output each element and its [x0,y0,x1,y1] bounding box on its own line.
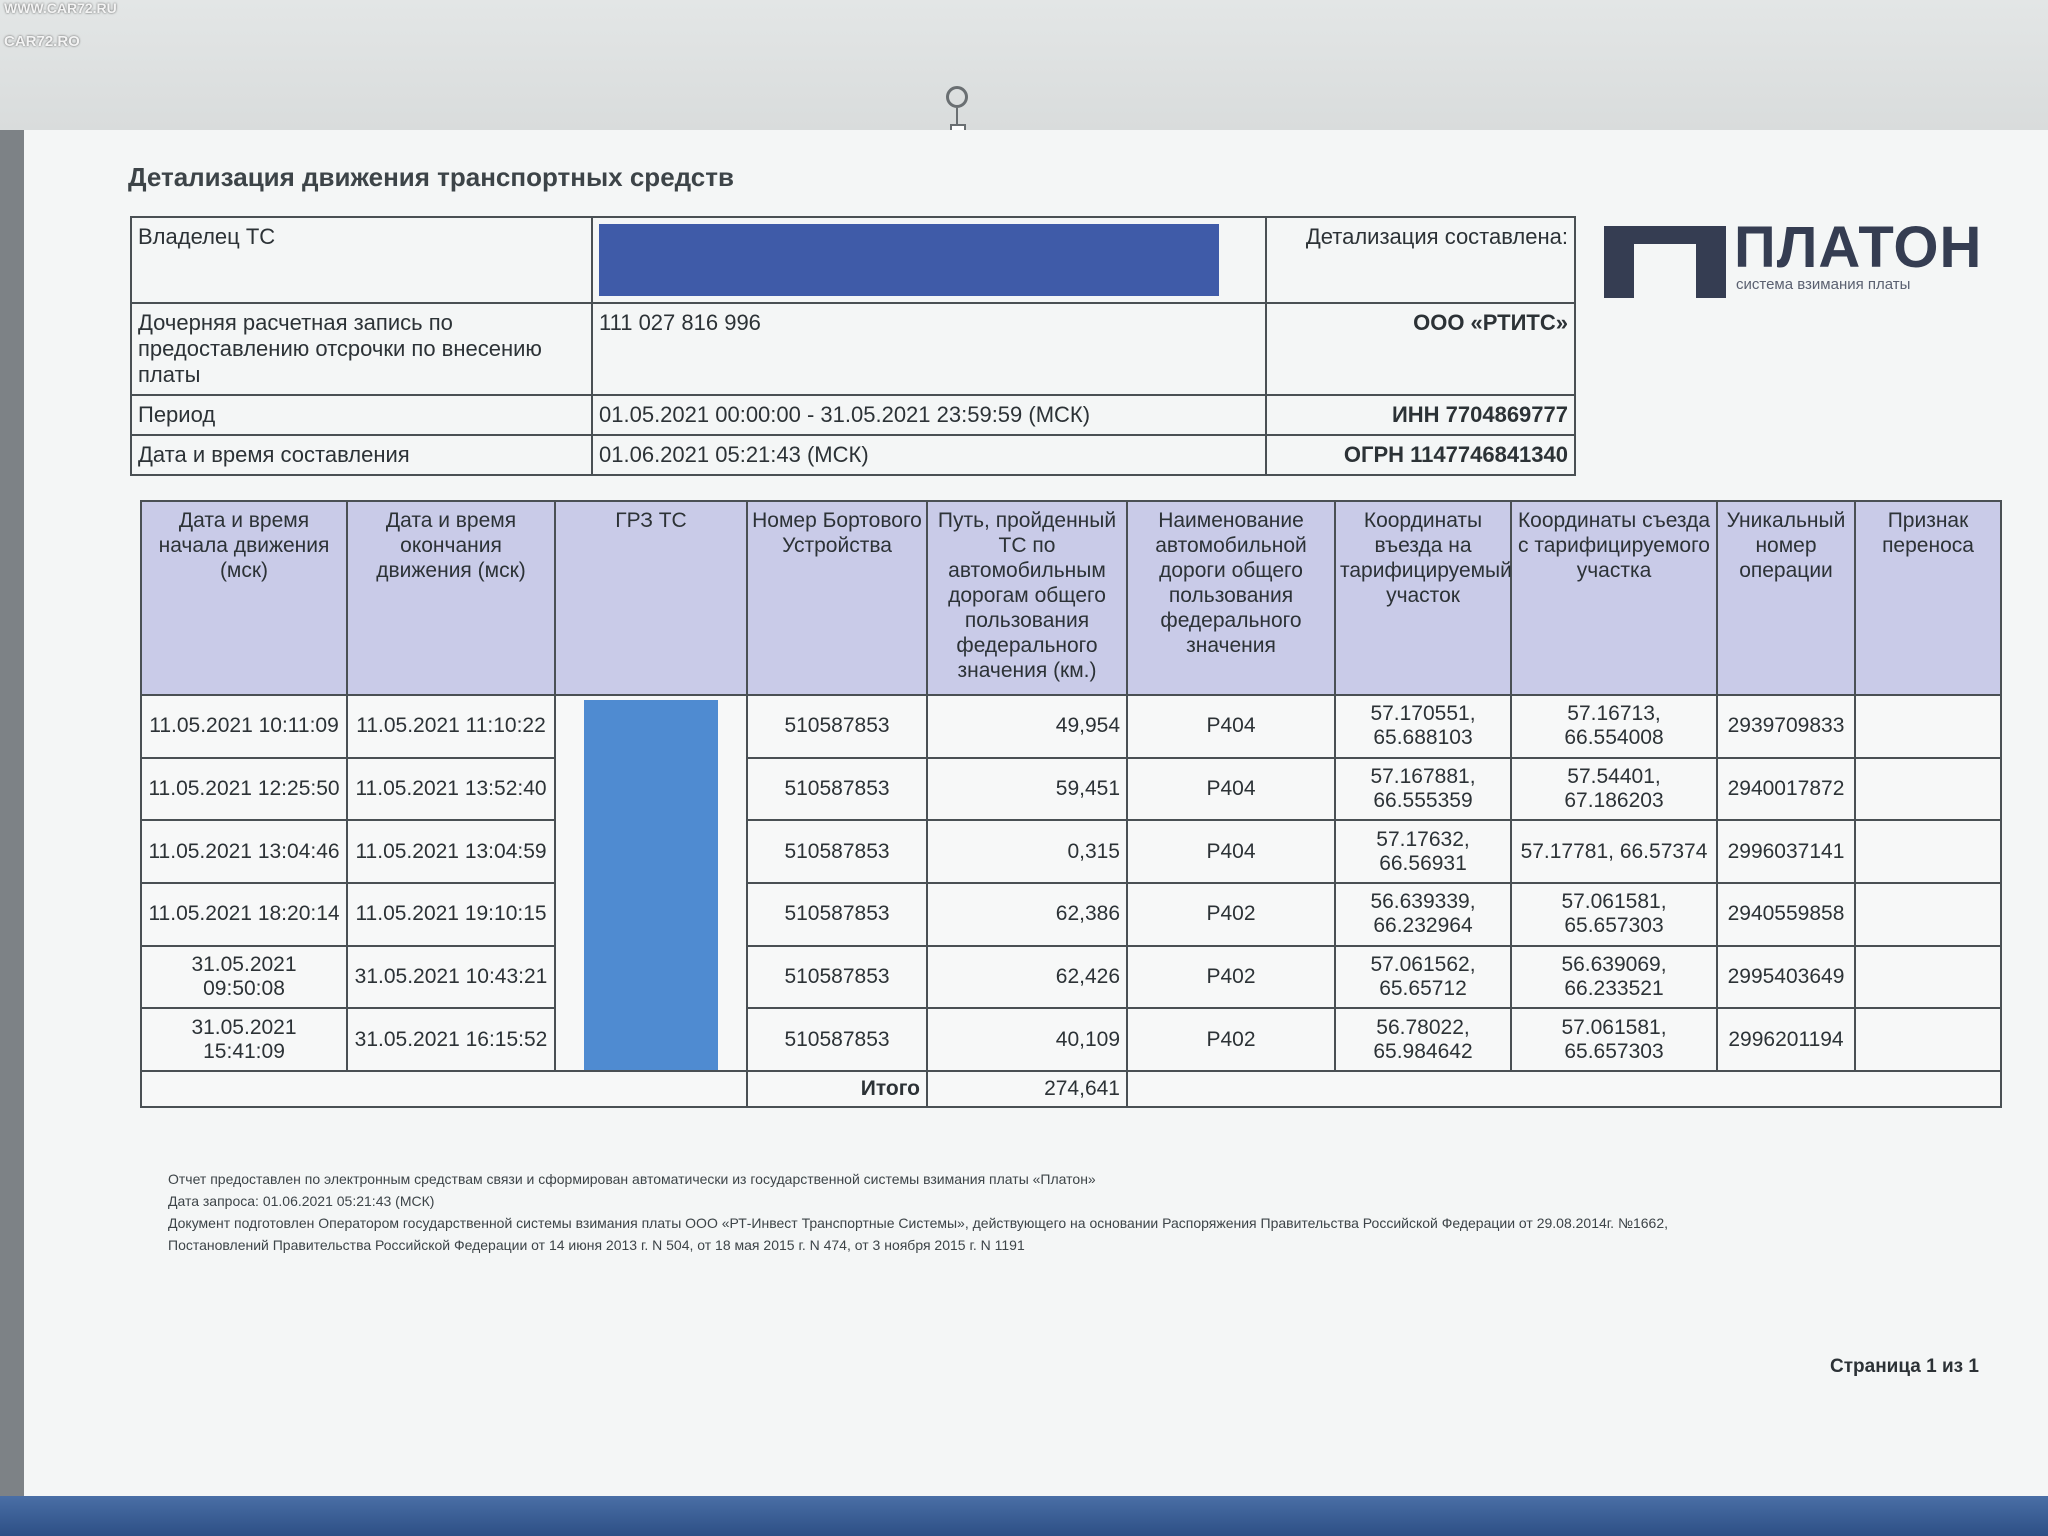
cell-end: 31.05.2021 16:15:52 [347,1008,555,1071]
datetime-label: Дата и время составления [131,435,592,475]
cell-start: 31.05.2021 09:50:08 [141,946,347,1009]
ogrn: ОГРН 1147746841340 [1266,435,1575,475]
cell-start: 31.05.2021 15:41:09 [141,1008,347,1071]
total-row [141,1071,2001,1107]
cell-end: 31.05.2021 10:43:21 [347,946,555,1009]
cell-transfer [1855,883,2001,946]
cell-start: 11.05.2021 12:25:50 [141,758,347,821]
cell-operation: 2940559858 [1717,883,1855,946]
cell-end: 11.05.2021 11:10:22 [347,695,555,758]
redaction-block [599,224,1219,296]
account-value: 111 027 816 996 [592,303,1266,395]
cell-plate-redacted [555,695,747,1071]
table-row [141,946,2001,1009]
footer-line-2: Дата запроса: 01.06.2021 05:21:43 (МСК) [168,1193,435,1209]
cell-operation: 2939709833 [1717,695,1855,758]
cell-device: 510587853 [747,758,927,821]
col-header-device: Номер Бортового Устройства [747,501,927,695]
cell-exit: 56.639069, 66.233521 [1511,946,1717,1009]
cell-road: Р404 [1127,695,1335,758]
cell-distance: 62,426 [927,946,1127,1009]
cell-operation: 2940017872 [1717,758,1855,821]
cell-entry: 56.78022, 65.984642 [1335,1008,1511,1071]
cell-distance: 59,451 [927,758,1127,821]
col-header-plate: ГРЗ ТС [555,501,747,695]
movement-table [140,500,2002,1108]
cell-start: 11.05.2021 13:04:46 [141,820,347,883]
period-label: Период [131,395,592,435]
left-shadow [0,130,24,1500]
redaction-block [584,700,718,1070]
cell-transfer [1855,695,2001,758]
cell-entry: 57.061562, 65.65712 [1335,946,1511,1009]
table-row [141,820,2001,883]
rotate-handle-icon[interactable] [946,86,968,108]
cell-device: 510587853 [747,1008,927,1071]
col-header-operation: Уникальный номер операции [1717,501,1855,695]
cell-operation: 2996201194 [1717,1008,1855,1071]
taskbar [0,1496,2048,1536]
cell-road: Р402 [1127,883,1335,946]
page-number: Страница 1 из 1 [1830,1356,1979,1377]
cell-road: Р402 [1127,1008,1335,1071]
cell-end: 11.05.2021 13:04:59 [347,820,555,883]
cell-road: Р402 [1127,946,1335,1009]
total-trailing-cell [1127,1071,2001,1107]
cell-road: Р404 [1127,758,1335,821]
company-name: ООО «РТИТС» [1266,303,1575,395]
table-row [141,695,2001,758]
footer-line-4: Постановлений Правительства Российской Федерации от 14 июня 2013 г. N 504, от 18 мая 2015 г. N 474, от 3 ноября 2015 г. N 1191 [168,1237,1025,1253]
cell-exit: 57.061581, 65.657303 [1511,883,1717,946]
period-value: 01.05.2021 00:00:00 - 31.05.2021 23:59:59 (МСК) [592,395,1266,435]
cell-start: 11.05.2021 10:11:09 [141,695,347,758]
platon-logo-word: ПЛАТОН [1734,215,1983,280]
cell-distance: 49,954 [927,695,1127,758]
info-table [130,216,1576,476]
owner-label: Владелец ТС [131,217,592,303]
table-header-row [141,501,2001,695]
watermark [4,0,117,50]
cell-exit: 57.061581, 65.657303 [1511,1008,1717,1071]
cell-end: 11.05.2021 13:52:40 [347,758,555,821]
cell-transfer [1855,946,2001,1009]
cell-entry: 57.167881, 66.555359 [1335,758,1511,821]
table-row [141,883,2001,946]
col-header-entry: Координаты въезда на тарифицируемый участок [1335,501,1511,695]
total-empty-cell [141,1071,747,1107]
cell-exit: 57.17781, 66.57374 [1511,820,1717,883]
cell-transfer [1855,820,2001,883]
table-row [141,758,2001,821]
col-header-end: Дата и время окончания движения (мск) [347,501,555,695]
owner-value-redacted [592,217,1266,303]
compiled-label: Детализация составлена: [1266,217,1575,303]
cell-entry: 57.17632, 66.56931 [1335,820,1511,883]
col-header-exit: Координаты съезда с тарифицируемого участка [1511,501,1717,695]
col-header-transfer: Признак переноса [1855,501,2001,695]
cell-device: 510587853 [747,695,927,758]
platon-logo-leg [1696,226,1726,298]
cell-device: 510587853 [747,946,927,1009]
cell-transfer [1855,1008,2001,1071]
datetime-value: 01.06.2021 05:21:43 (МСК) [592,435,1266,475]
cell-device: 510587853 [747,820,927,883]
watermark-site: WWW.CAR72.RU [4,0,117,16]
table-row [141,1008,2001,1071]
footer-line-3: Документ подготовлен Оператором государственной системы взимания платы ООО «РТ-Инвест Транспортные Системы», действующего на основании Распоряжения Правительства Российской Федерации от 29.08.2014г. №1662, [168,1215,1669,1231]
cell-operation: 2996037141 [1717,820,1855,883]
cell-distance: 62,386 [927,883,1127,946]
cell-start: 11.05.2021 18:20:14 [141,883,347,946]
footer-line-1: Отчет предоставлен по электронным средствам связи и сформирован автоматически из государственной системы взимания платы «Платон» [168,1171,1096,1187]
total-label: Итого [747,1071,927,1107]
editor-top-area [0,0,2048,132]
account-label: Дочерняя расчетная запись по предоставлению отсрочки по внесению платы [131,303,592,395]
platon-logo-subtitle: система взимания платы [1736,276,1911,293]
page-title: Детализация движения транспортных средств [128,162,734,192]
cell-road: Р404 [1127,820,1335,883]
col-header-distance: Путь, пройденный ТС по автомобильным дорогам общего пользования федерального значения (км.) [927,501,1127,695]
cell-operation: 2995403649 [1717,946,1855,1009]
col-header-road: Наименование автомобильной дороги общего пользования федерального значения [1127,501,1335,695]
watermark-logo: CAR72.RO [4,33,80,50]
cell-distance: 40,109 [927,1008,1127,1071]
cell-exit: 57.54401, 67.186203 [1511,758,1717,821]
col-header-start: Дата и время начала движения (мск) [141,501,347,695]
inn: ИНН 7704869777 [1266,395,1575,435]
cell-entry: 56.639339, 66.232964 [1335,883,1511,946]
document-page [24,130,2048,1496]
platon-logo-leg [1604,226,1634,298]
platon-logo [1604,215,1983,310]
cell-end: 11.05.2021 19:10:15 [347,883,555,946]
cell-entry: 57.170551, 65.688103 [1335,695,1511,758]
total-value: 274,641 [927,1071,1127,1107]
footer-notes [168,1170,1968,1258]
cell-exit: 57.16713, 66.554008 [1511,695,1717,758]
cell-transfer [1855,758,2001,821]
cell-device: 510587853 [747,883,927,946]
cell-distance: 0,315 [927,820,1127,883]
